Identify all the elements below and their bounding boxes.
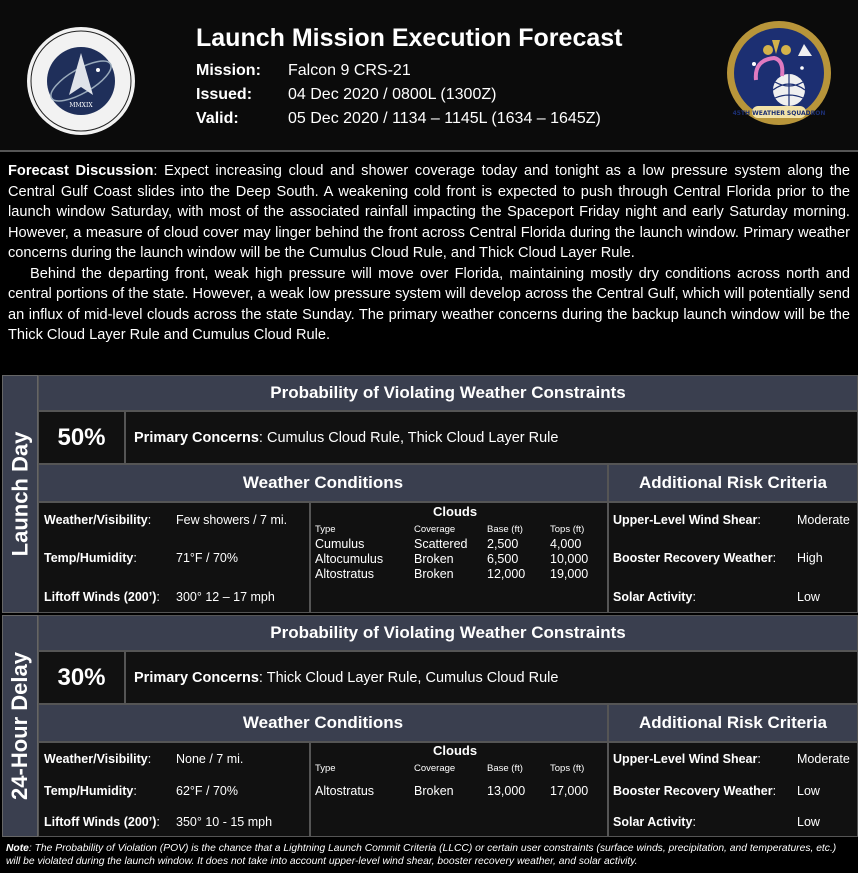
mission-label: Mission: xyxy=(196,62,261,79)
seal-year: MMXIX xyxy=(69,102,93,109)
ld-col-tops: Tops (ft) xyxy=(550,524,585,535)
dl-weather-label: Weather/Visibility: xyxy=(44,752,152,766)
ld-cloud-type: Altostratus xyxy=(315,567,375,581)
dl-solar-label: Solar Activity: xyxy=(613,815,696,829)
ld-shear-value: Moderate xyxy=(797,513,850,527)
dl-col-tops: Tops (ft) xyxy=(550,763,585,774)
dl-cloud-coverage: Broken xyxy=(414,784,454,798)
dl-temp-label: Temp/Humidity: xyxy=(44,784,137,798)
ld-temp-value: 71°F / 70% xyxy=(176,551,238,565)
ld-cloud-coverage: Broken xyxy=(414,567,454,581)
ld-col-coverage: Coverage xyxy=(414,524,456,535)
dl-col-coverage: Coverage xyxy=(414,763,456,774)
valid-label: Valid: xyxy=(196,110,239,127)
issued-value: 04 Dec 2020 / 0800L (1300Z) xyxy=(288,86,497,103)
ld-cloud-tops: 19,000 xyxy=(550,567,589,581)
dl-cloud-base: 13,000 xyxy=(487,784,526,798)
ld-col-type: Type xyxy=(315,524,336,535)
dl-cloud-tops: 17,000 xyxy=(550,784,589,798)
mission-value: Falcon 9 CRS-21 xyxy=(288,62,411,79)
dl-temp-value: 62°F / 70% xyxy=(176,784,238,798)
ld-cloud-base: 6,500 xyxy=(487,552,519,566)
ld-booster-value: High xyxy=(797,551,823,565)
dl-weather-value: None / 7 mi. xyxy=(176,752,244,766)
ld-solar-value: Low xyxy=(797,590,820,604)
page-title: Launch Mission Execution Forecast xyxy=(196,24,623,52)
squadron-seal-text: 45TH WEATHER SQUADRON xyxy=(732,110,826,117)
ld-cloud-coverage: Broken xyxy=(414,552,454,566)
ld-cloud-base: 12,000 xyxy=(487,567,526,581)
ld-cloud-coverage: Scattered xyxy=(414,537,468,551)
ld-clouds-title: Clouds xyxy=(433,504,478,519)
dl-shear-value: Moderate xyxy=(797,752,850,766)
mission-row xyxy=(196,62,411,80)
note-label: Note xyxy=(6,843,29,854)
dl-col-type: Type xyxy=(315,763,336,774)
delay-side-label: 24-Hour Delay xyxy=(2,615,38,837)
delay-risk-criteria-header: Additional Risk Criteria xyxy=(608,704,858,742)
ld-temp-label: Temp/Humidity: xyxy=(44,551,137,565)
dl-booster-value: Low xyxy=(797,784,820,798)
delay-weather-conditions-header: Weather Conditions xyxy=(38,704,608,742)
delay-concerns: Primary Concerns : Thick Cloud Layer Rule, Cumulus Cloud Rule xyxy=(125,651,858,704)
discussion-paragraph-2: Behind the departing front, weak high pressure will move over Florida, maintaining mostly dry conditions across north and central portions of the state. However, a weak low pressure system will develop across the Central Gulf, which will potentially send an influx of mid-level clouds across the state Sunday. The primary weather concerns during the backup launch window will be the Thick Cloud Layer Rule and Cumulus Cloud Rule. xyxy=(8,265,850,343)
ld-winds-label: Liftoff Winds (200’): xyxy=(44,590,160,604)
valid-row xyxy=(196,110,601,128)
ld-cloud-tops: 4,000 xyxy=(550,537,582,551)
launch-day-weather-conditions-header: Weather Conditions xyxy=(38,464,608,502)
issued-label: Issued: xyxy=(196,86,253,103)
valid-value: 05 Dec 2020 / 1134 – 1145L (1634 – 1645Z) xyxy=(288,110,601,127)
ld-solar-label: Solar Activity: xyxy=(613,590,696,604)
ld-shear-label: Upper-Level Wind Shear: xyxy=(613,513,761,527)
header xyxy=(0,0,858,152)
launch-day-risk-criteria-header: Additional Risk Criteria xyxy=(608,464,858,502)
delay-pov-header: Probability of Violating Weather Constraints xyxy=(38,615,858,651)
ld-cloud-type: Cumulus xyxy=(315,537,365,551)
ld-cloud-type: Altocumulus xyxy=(315,552,384,566)
space-force-seal-icon xyxy=(25,25,137,137)
discussion-label: Forecast Discussion xyxy=(8,163,154,179)
ld-winds-value: 300° 12 – 17 mph xyxy=(176,590,275,604)
weather-squadron-seal-icon xyxy=(726,20,832,126)
issued-row xyxy=(196,86,496,104)
launch-day-concerns: Primary Concerns : Cumulus Cloud Rule, Thick Cloud Layer Rule xyxy=(125,411,858,464)
ld-booster-label: Booster Recovery Weather: xyxy=(613,551,777,565)
discussion-paragraph-1: Forecast Discussion: Expect increasing cloud and shower coverage today and tonight as a low pressure system along the Central Gulf Coast slides into the Deep South. A weakening cold front is expected to push through Central Florida prior to the launch window Saturday, with most of the associated rainfall impacting the Spaceport Friday night and early Saturday morning. However, a measure of cloud cover may linger behind the front across Central Florida during the launch window. Primary weather concerns during the launch window will be the Cumulus Cloud Rule, and Thick Cloud Layer Rule. xyxy=(8,163,850,261)
footnote: Note: The Probability of Violation (POV) is the chance that a Lightning Launch Commit Criteria (LLCC) or certain user constraints (surface winds, precipitation, and temperatures, etc.) will be violated during the launch window. It does not take into account upper-level wind shear, booster recovery weather, and solar activity. xyxy=(0,838,858,873)
ld-weather-label: Weather/Visibility: xyxy=(44,513,152,527)
ld-col-base: Base (ft) xyxy=(487,524,523,535)
delay-pov-value: 30% xyxy=(38,651,125,704)
launch-day-pov-header: Probability of Violating Weather Constraints xyxy=(38,375,858,411)
ld-cloud-base: 2,500 xyxy=(487,537,519,551)
ld-cloud-tops: 10,000 xyxy=(550,552,589,566)
dl-cloud-type: Altostratus xyxy=(315,784,375,798)
launch-day-side-label: Launch Day xyxy=(2,375,38,613)
ld-weather-value: Few showers / 7 mi. xyxy=(176,513,288,527)
dl-solar-value: Low xyxy=(797,815,820,829)
dl-col-base: Base (ft) xyxy=(487,763,523,774)
dl-winds-label: Liftoff Winds (200’): xyxy=(44,815,160,829)
launch-day-pov-value: 50% xyxy=(38,411,125,464)
dl-clouds-title: Clouds xyxy=(433,743,478,758)
dl-booster-label: Booster Recovery Weather: xyxy=(613,784,777,798)
dl-shear-label: Upper-Level Wind Shear: xyxy=(613,752,761,766)
dl-winds-value: 350° 10 - 15 mph xyxy=(176,815,273,829)
forecast-discussion xyxy=(0,153,858,369)
